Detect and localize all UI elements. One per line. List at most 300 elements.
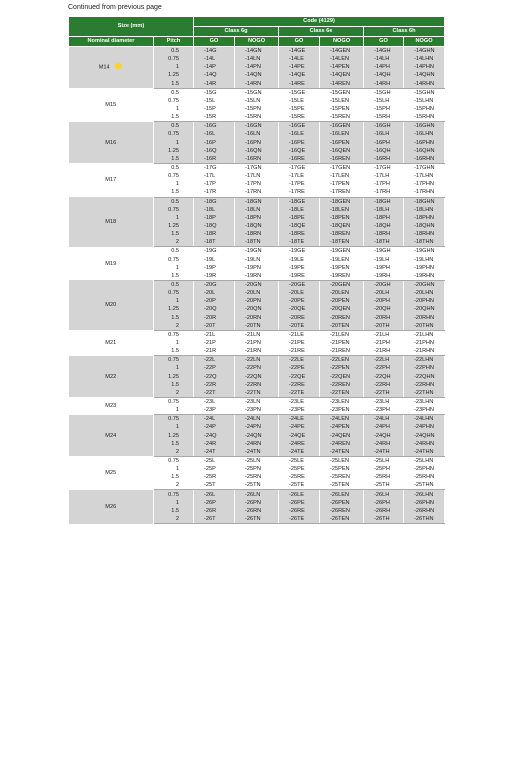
class-6h-nogo-code: -16GHN <box>404 122 445 131</box>
table-row <box>69 356 445 365</box>
class-6e-nogo-code: -19PEN <box>320 264 364 272</box>
class-6e-go-code: -20QE <box>279 305 320 313</box>
nominal-diameter-label: M14 <box>98 64 110 71</box>
class-6h-go-code: -18RH <box>364 230 404 238</box>
gauge-code-table <box>68 16 445 524</box>
class-6h-nogo-code: -16QHN <box>404 147 445 155</box>
pitch-cell: 0.75 <box>154 130 194 138</box>
class-6g-go-code: -17P <box>194 180 235 188</box>
class-6g-go-code: -26P <box>194 499 235 507</box>
class-6g-nogo-code: -22TN <box>235 389 279 398</box>
class-6e-go-code: -20RE <box>279 314 320 322</box>
nominal-diameter-label: M17 <box>105 177 117 184</box>
class-6g-go-code: -25P <box>194 465 235 473</box>
pitch-cell: 1.25 <box>154 372 194 380</box>
class-6e-nogo-code: -18PEN <box>320 214 364 222</box>
nominal-diameter-cell <box>69 88 154 122</box>
pitch-cell: 0.75 <box>154 172 194 180</box>
pitch-cell: 1.5 <box>154 230 194 238</box>
class-6g-nogo-code: -26TN <box>235 515 279 524</box>
class-6h-go-code: -15GH <box>364 88 404 97</box>
nominal-diameter-cell <box>69 490 154 524</box>
class-6e-nogo-code: -21LEN <box>320 330 364 339</box>
class-6g-go-code: -26T <box>194 515 235 524</box>
class-6e-nogo-code: -22LEN <box>320 356 364 365</box>
pitch-cell: 0.5 <box>154 122 194 131</box>
class-6g-go-code: -14R <box>194 80 235 89</box>
class-6e-go-code: -20TE <box>279 322 320 331</box>
class-6e-nogo-code: -25LEN <box>320 456 364 465</box>
class-6h-go-code: -25TH <box>364 481 404 490</box>
pitch-cell: 0.5 <box>154 247 194 256</box>
class-6e-go-code: -15PE <box>279 105 320 113</box>
pitch-cell: 0.75 <box>154 256 194 264</box>
pitch-cell: 1 <box>154 465 194 473</box>
pitch-cell: 1 <box>154 499 194 507</box>
class-6e-go-code: -24TE <box>279 448 320 457</box>
pitch-cell: 1 <box>154 105 194 113</box>
class-6h-nogo-code: -22LHN <box>404 356 445 365</box>
class-6e-nogo-code: -24TEN <box>320 448 364 457</box>
class-6g-go-code: -21P <box>194 339 235 347</box>
class-6g-go-code: -20T <box>194 322 235 331</box>
class-6g-go-code: -18T <box>194 238 235 247</box>
nominal-diameter-cell <box>69 397 154 414</box>
class-6h-go-code: -16RH <box>364 155 404 164</box>
pitch-cell: 2 <box>154 238 194 247</box>
nominal-diameter-label: M18 <box>105 218 117 225</box>
go-header: GO <box>194 37 235 47</box>
table-row <box>69 88 445 97</box>
class-6g-go-code: -22Q <box>194 372 235 380</box>
class-6h-go-code: -19RH <box>364 272 404 281</box>
class-6g-go-code: -15L <box>194 97 235 105</box>
size-header: Size (mm) <box>69 17 194 37</box>
nominal-diameter-label: M22 <box>105 373 117 380</box>
class-6g-go-code: -15R <box>194 113 235 122</box>
class-6h-nogo-code: -14LHN <box>404 55 445 63</box>
class-6e-nogo-code: -19REN <box>320 272 364 281</box>
class-6g-go-code: -26L <box>194 490 235 499</box>
class-6e-nogo-code: -23LEN <box>320 397 364 406</box>
class-6e-go-code: -22PE <box>279 364 320 372</box>
continued-note: Continued from previous page <box>68 4 162 11</box>
class-6g-nogo-code: -14LN <box>235 55 279 63</box>
pitch-cell: 1 <box>154 264 194 272</box>
class-6g-go-code: -16R <box>194 155 235 164</box>
class-6e-go-code: -17RE <box>279 188 320 197</box>
class-6g-go-code: -24L <box>194 415 235 424</box>
class-6e-go-code: -20LE <box>279 289 320 297</box>
class-6e-nogo-code: -22PEN <box>320 364 364 372</box>
class-6h-nogo-code: -19GHN <box>404 247 445 256</box>
class-6e-nogo-code: -22TEN <box>320 389 364 398</box>
class-6e-nogo-code: -26PEN <box>320 499 364 507</box>
table-row <box>69 456 445 465</box>
class-6e-nogo-code: -22QEN <box>320 372 364 380</box>
nominal-diameter-label: M21 <box>105 339 117 346</box>
pitch-cell: 1.5 <box>154 440 194 448</box>
class-6h-go-code: -26RH <box>364 507 404 515</box>
nominal-diameter-cell <box>69 330 154 355</box>
class-6e-go-code: -24QE <box>279 431 320 439</box>
class-6h-go-code: -24QH <box>364 431 404 439</box>
class-6h-nogo-code: -14PHN <box>404 63 445 71</box>
class-6e-nogo-code: -21REN <box>320 347 364 356</box>
pitch-cell: 1 <box>154 180 194 188</box>
class-6e-go-code: -21RE <box>279 347 320 356</box>
pitch-cell: 2 <box>154 389 194 398</box>
class-6h-go-code: -15RH <box>364 113 404 122</box>
class-6e-nogo-code: -14REN <box>320 80 364 89</box>
class-6g-nogo-code: -22PN <box>235 364 279 372</box>
class-6e-nogo-code: -24REN <box>320 440 364 448</box>
class-6h-go-code: -23LH <box>364 397 404 406</box>
class-6h-nogo-code: -20RHN <box>404 314 445 322</box>
class-6g-nogo-code: -20RN <box>235 314 279 322</box>
class-6e-go-code: -17PE <box>279 180 320 188</box>
class-6e-go-code: -23LE <box>279 397 320 406</box>
class-6h-go-code: -18QH <box>364 222 404 230</box>
class-6h-go-code: -21LH <box>364 330 404 339</box>
class-6h-nogo-code: -18THN <box>404 238 445 247</box>
table-row <box>69 163 445 172</box>
class-6h-nogo-code: -15PHN <box>404 105 445 113</box>
class-6e-header: Class 6e <box>279 27 364 37</box>
class-6g-nogo-code: -15GN <box>235 88 279 97</box>
class-6g-nogo-code: -25RN <box>235 473 279 481</box>
class-6g-nogo-code: -18RN <box>235 230 279 238</box>
class-6e-go-code: -25TE <box>279 481 320 490</box>
class-6e-nogo-code: -20PEN <box>320 297 364 305</box>
class-6g-go-code: -16P <box>194 139 235 147</box>
class-6g-go-code: -21L <box>194 330 235 339</box>
class-6g-nogo-code: -21PN <box>235 339 279 347</box>
class-6e-go-code: -20GE <box>279 280 320 289</box>
class-6h-go-code: -16GH <box>364 122 404 131</box>
class-6h-nogo-code: -17PHN <box>404 180 445 188</box>
pitch-cell: 0.5 <box>154 197 194 206</box>
class-6h-go-code: -21RH <box>364 347 404 356</box>
class-6h-go-code: -20RH <box>364 314 404 322</box>
class-6e-nogo-code: -15LEN <box>320 97 364 105</box>
class-6g-nogo-code: -18PN <box>235 214 279 222</box>
class-6h-nogo-code: -20PHN <box>404 297 445 305</box>
class-6h-go-code: -26TH <box>364 515 404 524</box>
class-6e-nogo-code: -17LEN <box>320 172 364 180</box>
class-6g-nogo-code: -18QN <box>235 222 279 230</box>
class-6e-go-code: -18QE <box>279 222 320 230</box>
class-6e-go-code: -18TE <box>279 238 320 247</box>
class-6e-go-code: -26PE <box>279 499 320 507</box>
pitch-cell: 0.75 <box>154 490 194 499</box>
class-6h-go-code: -21PH <box>364 339 404 347</box>
class-6g-nogo-code: -19PN <box>235 264 279 272</box>
class-6h-nogo-code: -14QHN <box>404 71 445 79</box>
class-6h-go-code: -20LH <box>364 289 404 297</box>
class-6e-go-code: -16GE <box>279 122 320 131</box>
class-6h-nogo-code: -26THN <box>404 515 445 524</box>
class-6g-nogo-code: -14GN <box>235 47 279 56</box>
class-6e-go-code: -26RE <box>279 507 320 515</box>
pitch-cell: 1 <box>154 423 194 431</box>
nominal-diameter-label: M19 <box>105 260 117 267</box>
class-6h-go-code: -25LH <box>364 456 404 465</box>
class-6e-go-code: -18GE <box>279 197 320 206</box>
class-6g-nogo-code: -17RN <box>235 188 279 197</box>
nogo-header: NOGO <box>404 37 445 47</box>
pitch-cell: 0.5 <box>154 88 194 97</box>
class-6e-go-code: -18RE <box>279 230 320 238</box>
class-6g-nogo-code: -17PN <box>235 180 279 188</box>
class-6h-nogo-code: -15RHN <box>404 113 445 122</box>
class-6g-nogo-code: -23PN <box>235 406 279 415</box>
pitch-cell: 0.75 <box>154 55 194 63</box>
class-6e-go-code: -19GE <box>279 247 320 256</box>
class-6h-nogo-code: -15GHN <box>404 88 445 97</box>
class-6h-go-code: -20PH <box>364 297 404 305</box>
class-6e-nogo-code: -26TEN <box>320 515 364 524</box>
class-6g-go-code: -19G <box>194 247 235 256</box>
class-6g-nogo-code: -21LN <box>235 330 279 339</box>
class-6g-header: Class 6g <box>194 27 279 37</box>
class-6g-go-code: -21R <box>194 347 235 356</box>
class-6e-go-code: -21LE <box>279 330 320 339</box>
class-6h-nogo-code: -22THN <box>404 389 445 398</box>
class-6h-go-code: -25PH <box>364 465 404 473</box>
class-6h-go-code: -17GH <box>364 163 404 172</box>
class-6e-go-code: -25PE <box>279 465 320 473</box>
class-6g-go-code: -22P <box>194 364 235 372</box>
class-6h-nogo-code: -23PHN <box>404 406 445 415</box>
class-6e-nogo-code: -24PEN <box>320 423 364 431</box>
nominal-diameter-label: M23 <box>105 403 117 410</box>
pitch-cell: 0.75 <box>154 97 194 105</box>
class-6h-go-code: -19LH <box>364 256 404 264</box>
class-6e-go-code: -22TE <box>279 389 320 398</box>
class-6e-nogo-code: -16GEN <box>320 122 364 131</box>
class-6e-nogo-code: -20QEN <box>320 305 364 313</box>
class-6g-nogo-code: -16LN <box>235 130 279 138</box>
class-6g-nogo-code: -26RN <box>235 507 279 515</box>
go-header: GO <box>364 37 404 47</box>
class-6h-nogo-code: -17LHN <box>404 172 445 180</box>
class-6h-nogo-code: -20LHN <box>404 289 445 297</box>
class-6h-go-code: -14RH <box>364 80 404 89</box>
class-6g-nogo-code: -20PN <box>235 297 279 305</box>
class-6e-nogo-code: -15PEN <box>320 105 364 113</box>
class-6g-nogo-code: -24LN <box>235 415 279 424</box>
class-6g-nogo-code: -25LN <box>235 456 279 465</box>
class-6g-nogo-code: -19RN <box>235 272 279 281</box>
class-6e-go-code: -14RE <box>279 80 320 89</box>
class-6e-nogo-code: -25PEN <box>320 465 364 473</box>
class-6g-go-code: -16Q <box>194 147 235 155</box>
class-6h-go-code: -14PH <box>364 63 404 71</box>
class-6e-nogo-code: -17REN <box>320 188 364 197</box>
class-6g-go-code: -20P <box>194 297 235 305</box>
class-6g-go-code: -22R <box>194 381 235 389</box>
class-6h-nogo-code: -21RHN <box>404 347 445 356</box>
class-6h-go-code: -14QH <box>364 71 404 79</box>
class-6g-nogo-code: -22QN <box>235 372 279 380</box>
pitch-cell: 0.75 <box>154 356 194 365</box>
class-6g-go-code: -17R <box>194 188 235 197</box>
pitch-cell: 1 <box>154 297 194 305</box>
class-6e-go-code: -21PE <box>279 339 320 347</box>
pitch-cell: 1.25 <box>154 305 194 313</box>
class-6e-go-code: -26LE <box>279 490 320 499</box>
class-6g-go-code: -25L <box>194 456 235 465</box>
class-6g-nogo-code: -24QN <box>235 431 279 439</box>
class-6h-nogo-code: -25LHN <box>404 456 445 465</box>
nominal-diameter-cell <box>69 280 154 330</box>
class-6g-go-code: -22L <box>194 356 235 365</box>
class-6g-nogo-code: -15RN <box>235 113 279 122</box>
class-6h-go-code: -26PH <box>364 499 404 507</box>
class-6g-go-code: -19L <box>194 256 235 264</box>
class-6h-nogo-code: -16PHN <box>404 139 445 147</box>
pitch-cell: 1 <box>154 139 194 147</box>
class-6g-nogo-code: -17GN <box>235 163 279 172</box>
class-6e-nogo-code: -14GEN <box>320 47 364 56</box>
class-6e-go-code: -18LE <box>279 206 320 214</box>
pitch-cell: 0.5 <box>154 47 194 56</box>
table-row <box>69 122 445 131</box>
class-6e-nogo-code: -18GEN <box>320 197 364 206</box>
class-6e-go-code: -22QE <box>279 372 320 380</box>
class-6e-go-code: -16RE <box>279 155 320 164</box>
class-6g-go-code: -24R <box>194 440 235 448</box>
class-6e-go-code: -14GE <box>279 47 320 56</box>
pitch-cell: 1 <box>154 63 194 71</box>
class-6h-nogo-code: -22PHN <box>404 364 445 372</box>
class-6h-nogo-code: -18QHN <box>404 222 445 230</box>
class-6e-go-code: -14LE <box>279 55 320 63</box>
pitch-cell: 1 <box>154 364 194 372</box>
class-6h-go-code: -18PH <box>364 214 404 222</box>
class-6e-nogo-code: -19LEN <box>320 256 364 264</box>
class-6g-go-code: -17L <box>194 172 235 180</box>
class-6g-nogo-code: -26LN <box>235 490 279 499</box>
class-6g-go-code: -25R <box>194 473 235 481</box>
class-6g-nogo-code: -20LN <box>235 289 279 297</box>
class-6h-nogo-code: -22QHN <box>404 372 445 380</box>
pitch-cell: 1.25 <box>154 222 194 230</box>
table-row <box>69 397 445 406</box>
class-6h-go-code: -20TH <box>364 322 404 331</box>
pitch-cell: 0.75 <box>154 397 194 406</box>
class-6h-go-code: -22RH <box>364 381 404 389</box>
class-6h-go-code: -22PH <box>364 364 404 372</box>
pitch-cell: 0.75 <box>154 289 194 297</box>
class-6e-go-code: -26TE <box>279 515 320 524</box>
class-6h-nogo-code: -25PHN <box>404 465 445 473</box>
class-6h-nogo-code: -26RHN <box>404 507 445 515</box>
class-6g-nogo-code: -14RN <box>235 80 279 89</box>
class-6h-go-code: -24LH <box>364 415 404 424</box>
class-6h-go-code: -16QH <box>364 147 404 155</box>
pitch-cell: 1.5 <box>154 113 194 122</box>
class-6e-go-code: -16LE <box>279 130 320 138</box>
class-6g-go-code: -20L <box>194 289 235 297</box>
class-6e-nogo-code: -18LEN <box>320 206 364 214</box>
class-6h-nogo-code: -20GHN <box>404 280 445 289</box>
pitch-cell: 1.5 <box>154 314 194 322</box>
class-6h-nogo-code: -20QHN <box>404 305 445 313</box>
table-row <box>69 247 445 256</box>
class-6g-go-code: -22T <box>194 389 235 398</box>
class-6h-nogo-code: -26PHN <box>404 499 445 507</box>
class-6e-nogo-code: -20REN <box>320 314 364 322</box>
table-row <box>69 330 445 339</box>
pitch-cell: 1.25 <box>154 431 194 439</box>
class-6h-go-code: -15PH <box>364 105 404 113</box>
class-6g-nogo-code: -24RN <box>235 440 279 448</box>
class-6g-nogo-code: -22RN <box>235 381 279 389</box>
class-6e-nogo-code: -18TEN <box>320 238 364 247</box>
class-6h-nogo-code: -19RHN <box>404 272 445 281</box>
class-6h-nogo-code: -18PHN <box>404 214 445 222</box>
nominal-diameter-label: M20 <box>105 302 117 309</box>
class-6e-go-code: -25RE <box>279 473 320 481</box>
table-row <box>69 197 445 206</box>
table-body <box>69 47 445 524</box>
pitch-cell: 2 <box>154 481 194 490</box>
class-6h-nogo-code: -18LHN <box>404 206 445 214</box>
class-6g-nogo-code: -20GN <box>235 280 279 289</box>
class-6g-nogo-code: -16QN <box>235 147 279 155</box>
class-6e-nogo-code: -18QEN <box>320 222 364 230</box>
nominal-diameter-cell <box>69 47 154 89</box>
class-6g-go-code: -18L <box>194 206 235 214</box>
nominal-diameter-label: M24 <box>105 432 117 439</box>
class-6g-nogo-code: -18GN <box>235 197 279 206</box>
class-6g-nogo-code: -26PN <box>235 499 279 507</box>
class-6h-nogo-code: -16RHN <box>404 155 445 164</box>
nominal-diameter-cell <box>69 247 154 281</box>
class-6e-go-code: -25LE <box>279 456 320 465</box>
class-6h-nogo-code: -25RHN <box>404 473 445 481</box>
class-6g-go-code: -25T <box>194 481 235 490</box>
class-6e-nogo-code: -26LEN <box>320 490 364 499</box>
class-6h-nogo-code: -20THN <box>404 322 445 331</box>
class-6e-nogo-code: -20LEN <box>320 289 364 297</box>
pitch-cell: 0.75 <box>154 415 194 424</box>
class-6g-nogo-code: -22LN <box>235 356 279 365</box>
pitch-cell: 1.25 <box>154 147 194 155</box>
class-6e-nogo-code: -15REN <box>320 113 364 122</box>
class-6h-nogo-code: -14GHN <box>404 47 445 56</box>
nominal-diameter-cell <box>69 122 154 164</box>
class-6h-header: Class 6h <box>364 27 445 37</box>
nominal-diameter-cell <box>69 197 154 247</box>
class-6g-nogo-code: -15PN <box>235 105 279 113</box>
table-row <box>69 490 445 499</box>
class-6e-nogo-code: -16QEN <box>320 147 364 155</box>
class-6h-go-code: -16PH <box>364 139 404 147</box>
star-icon: ✹ <box>113 61 123 74</box>
nogo-header: NOGO <box>320 37 364 47</box>
class-6g-go-code: -19P <box>194 264 235 272</box>
class-6e-nogo-code: -21PEN <box>320 339 364 347</box>
class-6h-go-code: -26LH <box>364 490 404 499</box>
class-6g-go-code: -18R <box>194 230 235 238</box>
class-6h-go-code: -18GH <box>364 197 404 206</box>
class-6e-go-code: -24RE <box>279 440 320 448</box>
table-row <box>69 47 445 56</box>
pitch-cell: 1.5 <box>154 347 194 356</box>
